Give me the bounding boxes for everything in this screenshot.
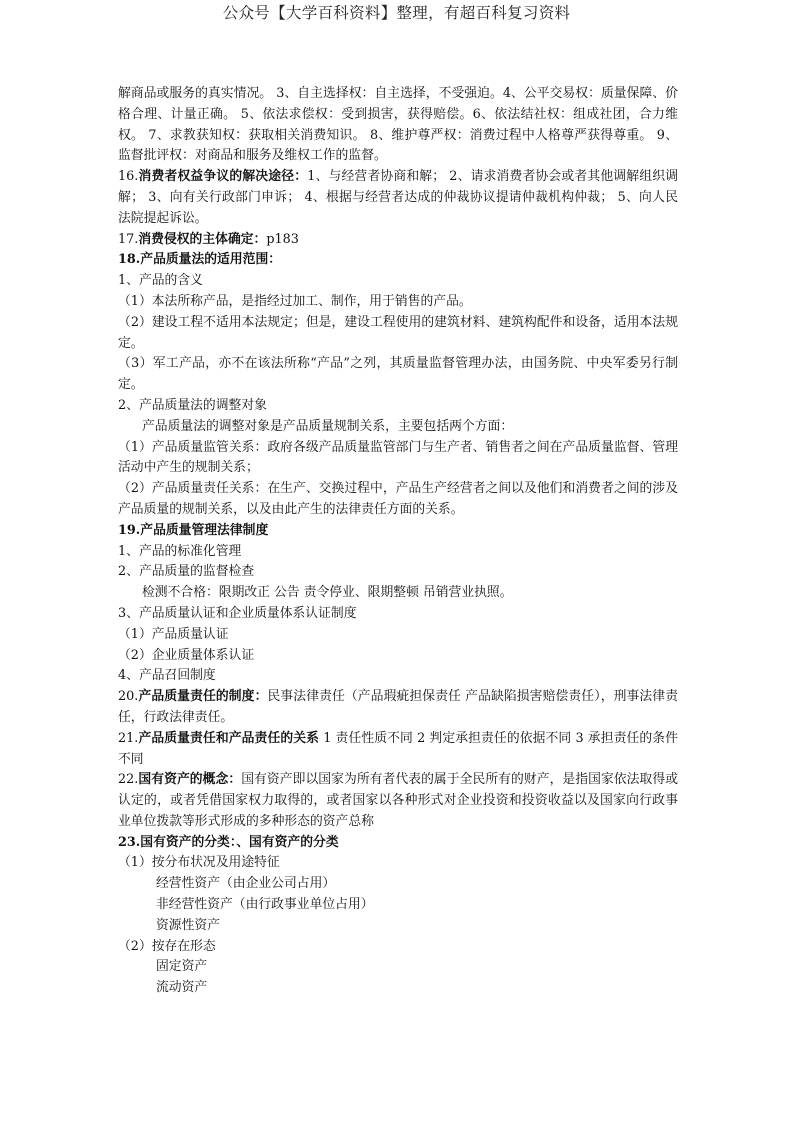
section-18: 18.产品质量法的适用范围：: [118, 252, 282, 268]
paragraph: 2、产品质量的监督检查: [118, 564, 255, 580]
paragraph: 3、产品质量认证和企业质量体系认证制度: [118, 605, 357, 621]
paragraph: （2）产品质量责任关系：在生产、交换过程中，产品生产经营者之间以及他们和消费者之间的涉及产品质量的规制关系，以及由此产生的法律责任方面的关系。: [118, 481, 678, 517]
paragraph: 1、产品的含义: [118, 273, 203, 289]
section-17: 17.消费侵权的主体确定：p183: [118, 231, 299, 247]
section-20: 20.产品质量责任的制度：民事法律责任（产品瑕疵担保责任 产品缺陷损害赔偿责任），刑事法律责任，行政法律责任。: [118, 689, 679, 725]
paragraph: （2）建设工程不适用本法规定；但是，建设工程使用的建筑材料、建筑构配件和设备，适用本法规定。: [118, 314, 678, 351]
section-16: 16.消费者权益争议的解决途径：1、与经营者协商和解； 2、请求消费者协会或者其他调解组织调解； 3、向有关行政部门申诉； 4、根据与经营者达成的仲裁协议提请仲裁机构仲裁； 5、向人民法院提起诉讼。: [118, 169, 678, 226]
list-item: 非经营性资产（由行政事业单位占用）: [156, 897, 374, 913]
list-item: 资源性资产: [156, 917, 220, 933]
paragraph: （1）按分布状况及用途特征: [118, 855, 280, 871]
paragraph: 解商品或服务的真实情况。 3、自主选择权：自主选择，不受强迫。4、公平交易权：质量保障、价格合理、计量正确。 5、依法求偿权：受到损害，获得赔偿。6、依法结社权：组成社团，合力维权。 7、求教获知权：获取相关消费知识。 8、维护尊严权：消费过程中人格尊严获得尊重。 9、监督批评权：对商品和服务及维权工作的监督。: [118, 86, 678, 164]
paragraph: （3）军工产品，亦不在该法所称“产品”之列，其质量监督管理办法，由国务院、中央军委另行制定。: [118, 356, 678, 393]
paragraph: （1）本法所称产品，是指经过加工、制作，用于销售的产品。: [118, 293, 472, 309]
list-item: 固定资产: [156, 959, 208, 975]
section-23: 23.国有资产的分类：、国有资产的分类: [118, 834, 339, 850]
paragraph: （1）产品质量监管关系：政府各级产品质量监管部门与生产者、销售者之间在产品质量监督、管理活动中产生的规制关系；: [118, 439, 678, 476]
document-body: [118, 84, 678, 999]
paragraph: 产品质量法的调整对象是产品质量规制关系，主要包括两个方面：: [142, 418, 514, 434]
paragraph: （1）产品质量认证: [118, 626, 229, 642]
paragraph: 检测不合格：限期改正 公告 责令停业、限期整顿 吊销营业执照。: [142, 585, 513, 601]
section-19: 19.产品质量管理法律制度: [118, 522, 269, 538]
page-header: 公众号【大学百科资料】整理，有超百科复习资料: [222, 4, 571, 22]
paragraph: （2）按存在形态: [118, 938, 216, 954]
paragraph: 1、产品的标准化管理: [118, 543, 242, 559]
paragraph: （2）企业质量体系认证: [118, 647, 255, 663]
paragraph: 4、产品召回制度: [118, 668, 216, 684]
list-item: 经营性资产（由企业公司占用）: [156, 876, 336, 892]
paragraph: 2、产品质量法的调整对象: [118, 397, 267, 413]
section-22: 22.国有资产的概念：国有资产即以国家为所有者代表的属于全民所有的财产，是指国家依法取得或认定的，或者凭借国家权力取得的，或者国家以各种形式对企业投资和投资收益以及国家向行政事业单位拨款等形式形成的多种形态的资产总称: [118, 772, 679, 829]
list-item: 流动资产: [156, 980, 208, 996]
section-21: 21.产品质量责任和产品责任的关系 1 责任性质不同 2 判定承担责任的依据不同 3 承担责任的条件不同: [118, 730, 678, 767]
